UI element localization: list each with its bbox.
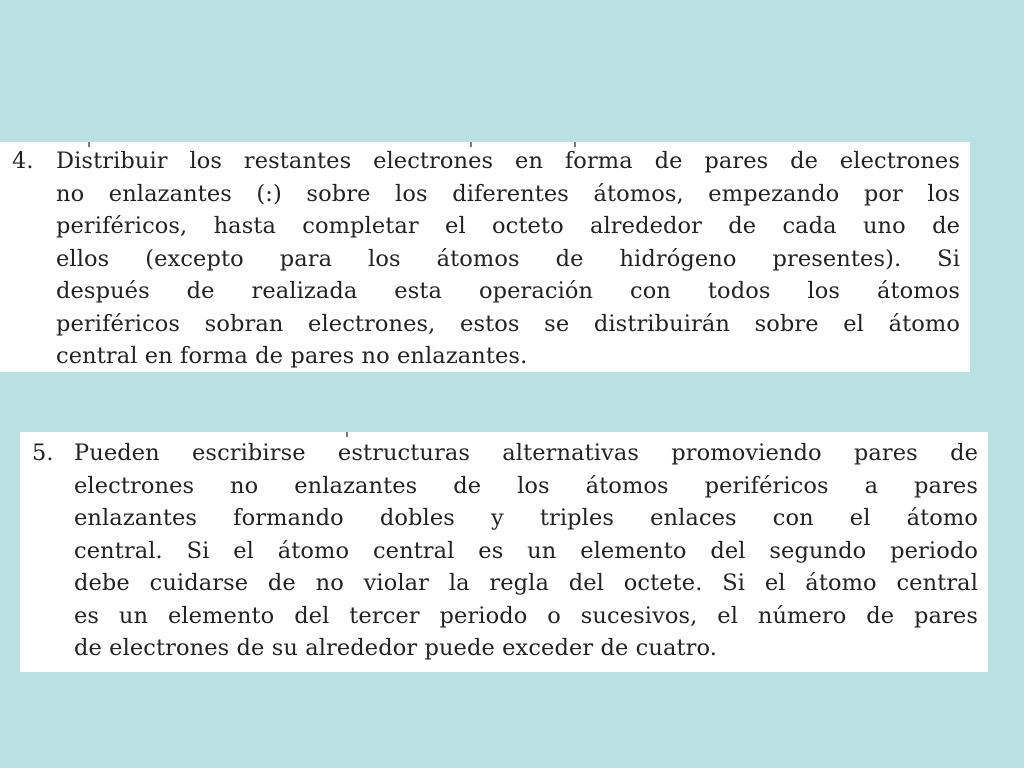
text-line: central en forma de pares no enlazantes. <box>56 343 528 369</box>
item-number: 5. <box>32 440 54 466</box>
text-line: periféricos, hasta completar el octeto alrededor de cada uno de <box>56 213 960 239</box>
text-line: ellos (excepto para los átomos de hidrógeno presentes). Si <box>56 245 960 272</box>
text-excerpt-step-5 <box>20 432 988 672</box>
text-line: central. Si el átomo central es un elemento del segundo periodo <box>74 537 978 564</box>
text-line: no enlazantes (:) sobre los diferentes átomos, empezando por los <box>56 180 960 207</box>
item-text <box>74 437 978 665</box>
text-line: debe cuidarse de no violar la regla del octete. Si el átomo central <box>74 570 978 596</box>
text-line: electrones no enlazantes de los átomos periféricos a pares <box>74 472 978 499</box>
text-line: es un elemento del tercer periodo o sucesivos, el número de pares <box>74 602 978 629</box>
text-line: periféricos sobran electrones, estos se distribuirán sobre el átomo <box>56 310 960 337</box>
text-line: Pueden escribirse estructuras alternativas promoviendo pares de <box>74 440 978 466</box>
text-line: de electrones de su alrededor puede exceder de cuatro. <box>74 635 717 661</box>
item-number: 4. <box>12 148 34 174</box>
text-excerpt-step-4 <box>0 142 970 372</box>
text-line: enlazantes formando dobles y triples enlaces con el átomo <box>74 505 978 531</box>
text-line: después de realizada esta operación con todos los átomos <box>56 278 960 304</box>
item-text <box>56 145 960 372</box>
text-line: Distribuir los restantes electrones en forma de pares de electrones <box>56 148 960 174</box>
